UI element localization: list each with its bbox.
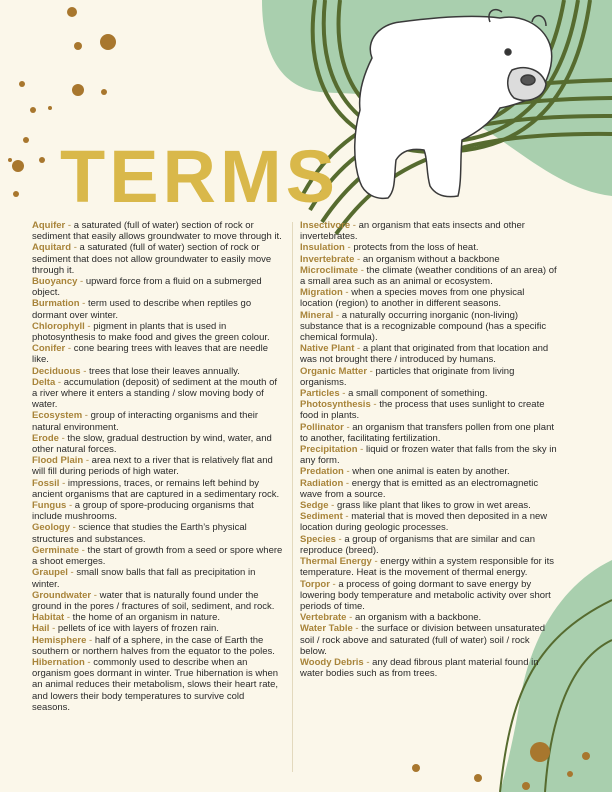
glossary-entry: Graupel - small snow balls that fall as precipitation in winter. <box>32 567 256 590</box>
glossary-definition: protects from the loss of heat. <box>353 242 479 254</box>
glossary-entry: Deciduous - trees that lose their leaves annually. <box>32 365 240 377</box>
glossary-entry: Buoyancy - upward force from a fluid on a submerged object. <box>32 276 262 299</box>
glossary-entry: Migration - when a species moves from one physical location (region) to another in different seasons. <box>300 287 525 310</box>
glossary-entry: Invertebrate - an organism without a backbone <box>300 253 500 265</box>
terms-column-right <box>300 220 558 679</box>
glossary-term: Vertebrate <box>300 612 347 624</box>
glossary-definition: material that is moved then deposited in a new location during geologic processes. <box>300 511 548 534</box>
glossary-definition: the slow, gradual destruction by wind, water, and other natural forces. <box>32 432 272 456</box>
glossary-entry: Organic Matter - particles that originate from living organisms. <box>300 365 515 388</box>
glossary-definition: small snow balls that fall as precipitation in winter. <box>32 567 256 590</box>
glossary-definition: a group of organisms that are similar and can reproduce (breed). <box>300 533 536 556</box>
glossary-entry: Burmation - term used to describe when reptiles go dormant over winter. <box>32 298 252 321</box>
glossary-definition: trees that lose their leaves annually. <box>89 365 240 377</box>
glossary-term: Organic Matter <box>300 365 368 377</box>
glossary-term: Migration <box>300 287 343 299</box>
glossary-definition: a saturated (full of water) section of rock or sediment that does not allow groundwater to easily move through it. <box>32 242 272 276</box>
glossary-definition: the climate (weather conditions of an area) of a small area such as an animal or ecosystem. <box>300 264 557 288</box>
glossary-term: Thermal Energy <box>300 556 372 568</box>
glossary-definition: an organism with a backbone. <box>354 612 482 624</box>
glossary-entry: Mineral - a naturally occurring inorganic (non-living) substance that is a recognizable compound (has a specific chemical formula). <box>300 309 547 344</box>
glossary-definition: the home of an organism in nature. <box>72 612 220 624</box>
glossary-definition: grass like plant that likes to grow in wet areas. <box>336 500 531 512</box>
glossary-term: Germinate <box>32 544 79 556</box>
glossary-term: Hemisphere <box>32 634 87 646</box>
glossary-definition: a group of spore-producing organisms that include mushrooms. <box>32 500 254 523</box>
glossary-definition: particles that originate from living organisms. <box>300 365 515 388</box>
glossary-definition: the start of growth from a seed or spore where a shoot emerges. <box>32 544 283 568</box>
glossary-term: Insulation <box>300 242 345 254</box>
glossary-entry: Microclimate - the climate (weather conditions of an area) of a small area such as an animal or ecosystem. <box>300 264 557 288</box>
glossary-definition: impressions, traces, or remains left behind by ancient organisms that are captured in a sedimentary rock. <box>32 477 280 500</box>
glossary-term: Delta <box>32 376 56 388</box>
glossary-entry: Woody Debris - any dead fibrous plant material found in water bodies such as from trees. <box>300 656 539 680</box>
page-title: TERMS <box>60 135 339 218</box>
glossary-term: Water Table <box>300 623 353 635</box>
glossary-definition: liquid or frozen water that falls from the sky in any form. <box>300 444 557 467</box>
glossary-definition: any dead fibrous plant material found in water bodies such as from trees. <box>300 656 539 680</box>
glossary-term: Fungus <box>32 500 67 512</box>
glossary-term: Aquitard <box>32 242 72 254</box>
glossary-definition: term used to describe when reptiles go dormant over winter. <box>32 298 252 321</box>
glossary-term: Hail <box>32 623 50 635</box>
glossary-term: Flood Plain <box>32 455 84 467</box>
glossary-term: Sedge <box>300 500 329 512</box>
glossary-term: Particles <box>300 388 340 400</box>
glossary-definition: group of interacting organisms and their natural environment. <box>32 410 259 433</box>
glossary-definition: water that is naturally found under the ground in the pores / fractures of soil, sediment, and rock. <box>32 589 275 612</box>
glossary-term: Precipitation <box>300 444 358 456</box>
glossary-term: Photosynthesis <box>300 399 371 411</box>
glossary-definition: energy that is emitted as an electromagnetic wave from a source. <box>300 477 539 500</box>
glossary-term: Mineral <box>300 309 334 321</box>
glossary-entry: Sediment - material that is moved then deposited in a new location during geologic processes. <box>300 511 548 534</box>
glossary-entry: Aquifer - a saturated (full of water) section of rock or sediment that easily allows groundwater to move through it. <box>32 220 282 243</box>
glossary-term: Predation <box>300 466 344 478</box>
glossary-term: Chlorophyll <box>32 320 85 332</box>
glossary-term: Burmation <box>32 298 80 310</box>
glossary-entry: Hail - pellets of ice with layers of frozen rain. <box>32 623 219 635</box>
glossary-entry: Predation - when one animal is eaten by another. <box>300 466 510 478</box>
glossary-term: Ecosystem <box>32 410 83 422</box>
glossary-entry: Native Plant - a plant that originated from that location and was not brought there / introduced by humans. <box>300 343 549 366</box>
glossary-definition: upward force from a fluid on a submerged object. <box>32 276 262 299</box>
glossary-entry: Precipitation - liquid or frozen water that falls from the sky in any form. <box>300 444 557 467</box>
glossary-entry: Geology - science that studies the Earth’s physical structures and substances. <box>32 522 247 545</box>
glossary-definition: a saturated (full of water) section of rock or sediment that easily allows groundwater to move through it. <box>32 220 282 243</box>
glossary-entry: Sedge - grass like plant that likes to grow in wet areas. <box>300 500 531 512</box>
glossary-definition: an organism that transfers pollen from one plant to another, facilitating fertilization. <box>300 421 554 444</box>
glossary-entry: Chlorophyll - pigment in plants that is used in photosynthesis to make food and gives the green colour. <box>32 320 270 344</box>
glossary-term: Sediment <box>300 511 343 523</box>
glossary-definition: an organism without a backbone <box>362 253 500 265</box>
glossary-entry: Torpor - a process of going dormant to save energy by lowering body temperature and metabolic activity over short periods of time. <box>300 578 551 612</box>
glossary-entry: Radiation - energy that is emitted as an electromagnetic wave from a source. <box>300 477 539 500</box>
glossary-definition: a small component of something. <box>348 388 488 400</box>
glossary-definition: a naturally occurring inorganic (non-living) substance that is a recognizable compound (has a specific chemical formula). <box>300 309 547 344</box>
glossary-entry: Particles - a small component of something. <box>300 388 488 400</box>
glossary-term: Habitat <box>32 612 65 624</box>
glossary-term: Erode <box>32 432 59 444</box>
glossary-definition: area next to a river that is relatively flat and will fill during periods of high water. <box>32 455 273 478</box>
glossary-definition: a plant that originated from that location and was not brought there / introduced by humans. <box>300 343 549 366</box>
glossary-term: Graupel <box>32 567 68 579</box>
glossary-definition: pellets of ice with layers of frozen rain. <box>57 623 219 635</box>
glossary-entry: Pollinator - an organism that transfers pollen from one plant to another, facilitating fertilization. <box>300 421 554 444</box>
glossary-entry: Germinate - the start of growth from a seed or spore where a shoot emerges. <box>32 544 283 568</box>
glossary-entry: Thermal Energy - energy within a system responsible for its temperature. Heat is the movement of thermal energy. <box>300 556 554 579</box>
glossary-definition: a process of going dormant to save energy by lowering body temperature and metabolic activity over short periods of time. <box>300 578 551 612</box>
glossary-term: Microclimate <box>300 264 359 276</box>
glossary-entry: Vertebrate - an organism with a backbone. <box>300 612 482 624</box>
glossary-entry: Conifer - cone bearing trees with leaves that are needle like. <box>32 343 269 366</box>
glossary-definition: energy within a system responsible for its temperature. Heat is the movement of thermal energy. <box>300 556 554 579</box>
glossary-term: Native Plant <box>300 343 355 355</box>
glossary-entry: Erode - the slow, gradual destruction by wind, water, and other natural forces. <box>32 432 272 456</box>
glossary-entry: Insulation - protects from the loss of heat. <box>300 242 479 254</box>
glossary-term: Radiation <box>300 477 344 489</box>
glossary-definition: an organism that eats insects and other invertebrates. <box>300 220 525 243</box>
glossary-term: Conifer <box>32 343 66 355</box>
glossary-definition: pigment in plants that is used in photosynthesis to make food and gives the green colour. <box>32 320 270 344</box>
glossary-term: Groundwater <box>32 589 92 601</box>
glossary-entry: Aquitard - a saturated (full of water) section of rock or sediment that does not allow groundwater to easily move through it. <box>32 242 272 276</box>
column-divider <box>292 222 293 772</box>
glossary-definition: science that studies the Earth’s physical structures and substances. <box>32 522 247 545</box>
glossary-term: Hibernation <box>32 656 85 668</box>
glossary-term: Aquifer <box>32 220 66 231</box>
glossary-entry: Species - a group of organisms that are similar and can reproduce (breed). <box>300 533 536 556</box>
glossary-entry: Delta - accumulation (deposit) of sediment at the mouth of a river where it enters a standing / slow moving body of water. <box>32 376 278 411</box>
glossary-entry: Hibernation - commonly used to describe when an organism goes dormant in winter. True hibernation is when an animal reduces their metabolism, slows their heart rate, and lowers their body temperatures to survive cold seasons. <box>32 656 279 713</box>
glossary-term: Geology <box>32 522 71 534</box>
glossary-entry: Hemisphere - half of a sphere, in the case of Earth the southern or northern halves from the equator to the poles. <box>32 634 275 657</box>
glossary-definition: commonly used to describe when an organism goes dormant in winter. True hibernation is when an animal reduces their metabolism, slows their heart rate, and lowers their body temperatures to survive cold seasons. <box>32 656 279 713</box>
glossary-term: Buoyancy <box>32 276 78 288</box>
glossary-definition: the surface or division between unsaturated soil / rock above and saturated (full of water) soil / rock below. <box>300 623 546 657</box>
glossary-entry: Photosynthesis - the process that uses sunlight to create food in plants. <box>300 399 545 422</box>
glossary-definition: accumulation (deposit) of sediment at the mouth of a river where it enters a standing / slow moving body of water. <box>32 376 278 411</box>
glossary-entry: Ecosystem - group of interacting organisms and their natural environment. <box>32 410 259 433</box>
glossary-entry: Fungus - a group of spore-producing organisms that include mushrooms. <box>32 500 254 523</box>
glossary-term: Fossil <box>32 477 60 489</box>
glossary-entry: Insectivore - an organism that eats insects and other invertebrates. <box>300 220 525 243</box>
glossary-definition: cone bearing trees with leaves that are needle like. <box>32 343 269 366</box>
glossary-term: Invertebrate <box>300 253 355 265</box>
glossary-entry: Fossil - impressions, traces, or remains left behind by ancient organisms that are captured in a sedimentary rock. <box>32 477 280 500</box>
terms-column-left <box>32 220 284 713</box>
glossary-entry: Flood Plain - area next to a river that is relatively flat and will fill during periods of high water. <box>32 455 273 478</box>
glossary-term: Deciduous <box>32 365 81 377</box>
glossary-entry: Water Table - the surface or division between unsaturated soil / rock above and saturated (full of water) soil / rock below. <box>300 623 546 657</box>
glossary-definition: the process that uses sunlight to create food in plants. <box>300 399 545 422</box>
glossary-definition: half of a sphere, in the case of Earth the southern or northern halves from the equator to the poles. <box>32 634 275 657</box>
glossary-definition: when one animal is eaten by another. <box>352 466 510 478</box>
glossary-term: Insectivore <box>300 220 351 231</box>
glossary-term: Species <box>300 533 336 545</box>
glossary-entry: Habitat - the home of an organism in nature. <box>32 612 220 624</box>
glossary-term: Woody Debris <box>300 656 364 668</box>
glossary-definition: when a species moves from one physical location (region) to another in different seasons. <box>300 287 525 310</box>
glossary-term: Torpor <box>300 578 330 590</box>
glossary-entry: Groundwater - water that is naturally found under the ground in the pores / fractures of soil, sediment, and rock. <box>32 589 275 612</box>
glossary-term: Pollinator <box>300 421 344 433</box>
